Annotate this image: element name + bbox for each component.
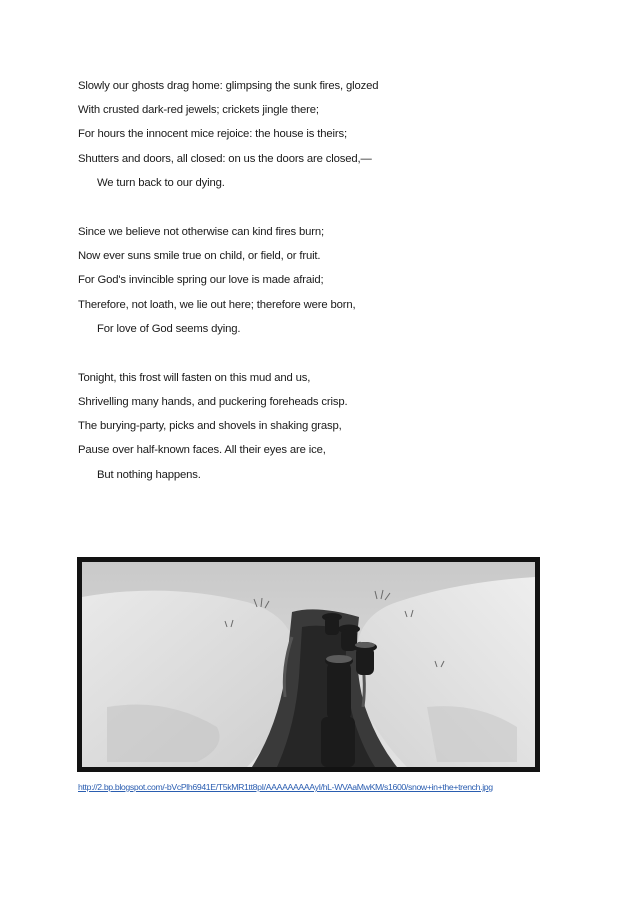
poem-line: Pause over half-known faces. All their eyes are ice, xyxy=(78,444,326,457)
poem-refrain: For love of God seems dying. xyxy=(97,322,241,335)
poem-line: For hours the innocent mice rejoice: the house is theirs; xyxy=(78,128,347,141)
trench-photo xyxy=(77,557,540,772)
poem-line: The burying-party, picks and shovels in shaking grasp, xyxy=(78,420,342,433)
poem-line: Since we believe not otherwise can kind fires burn; xyxy=(78,225,325,238)
stanza-1 xyxy=(78,74,598,195)
poem-refrain: But nothing happens. xyxy=(97,468,201,481)
poem-line: Tonight, this frost will fasten on this mud and us, xyxy=(78,371,311,384)
poem-line: Shrivelling many hands, and puckering foreheads crisp. xyxy=(78,396,348,409)
poem-line: Shutters and doors, all closed: on us the doors are closed,— xyxy=(78,152,372,165)
poem-refrain: We turn back to our dying. xyxy=(97,176,225,189)
trench-photo-image xyxy=(77,557,540,772)
poem-line: Now ever suns smile true on child, or field, or fruit. xyxy=(78,250,321,263)
stanza-3 xyxy=(78,366,598,487)
image-source-link[interactable]: http://2.bp.blogspot.com/-bVcPlh6941E/T5kMR1tt8pI/AAAAAAAAAyI/hL-WVAaMwKM/s1600/snow+in+the+trench.jpg xyxy=(78,782,493,792)
poem-line: Slowly our ghosts drag home: glimpsing the sunk fires, glozed xyxy=(78,80,379,92)
poem-line: For God's invincible spring our love is made afraid; xyxy=(78,274,324,287)
stanza-2 xyxy=(78,220,598,341)
poem xyxy=(78,74,598,512)
poem-line: Therefore, not loath, we lie out here; therefore were born, xyxy=(78,298,356,311)
poem-line: With crusted dark-red jewels; crickets jingle there; xyxy=(78,104,319,117)
